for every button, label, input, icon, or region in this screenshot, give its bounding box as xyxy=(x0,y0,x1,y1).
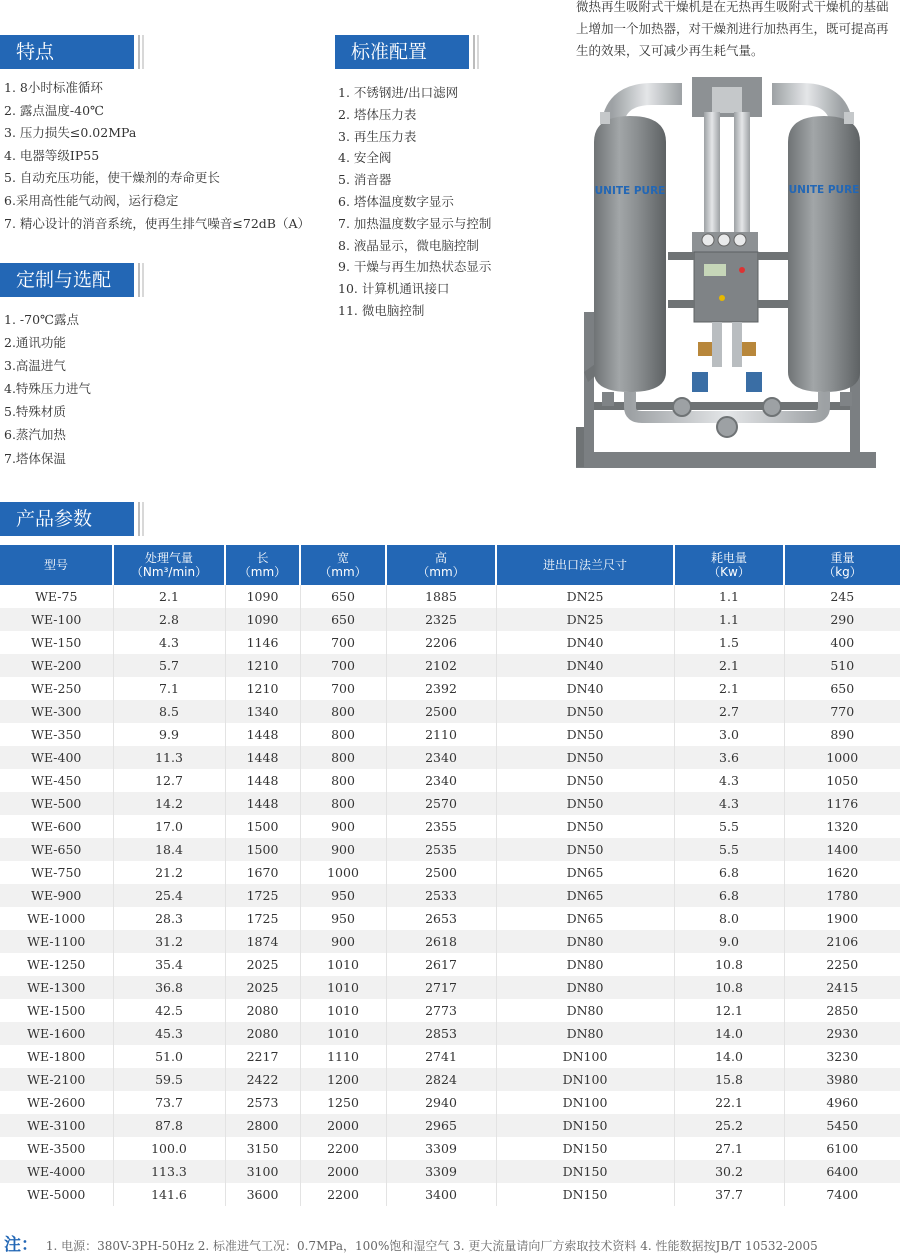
table-cell: WE-1250 xyxy=(0,953,113,976)
table-cell: WE-400 xyxy=(0,746,113,769)
features-item: 4. 电器等级IP55 xyxy=(4,147,100,163)
table-cell: DN40 xyxy=(496,654,674,677)
table-cell: WE-1500 xyxy=(0,999,113,1022)
table-cell: DN50 xyxy=(496,769,674,792)
footnote-text: 1. 电源：380V-3PH-50Hz 2. 标准进气工况：0.7MPa，100%饱和湿空气 3. 更大流量请向厂方索取技术资料 4. 性能数据按JB/T 10532-2005 xyxy=(45,1239,818,1253)
table-cell: WE-1100 xyxy=(0,930,113,953)
table-cell: DN80 xyxy=(496,930,674,953)
table-cell: 1000 xyxy=(300,861,386,884)
table-cell: 36.8 xyxy=(113,976,225,999)
custom-options-item: 3.高温进气 xyxy=(4,358,66,374)
table-cell: DN25 xyxy=(496,585,674,608)
table-cell: 1146 xyxy=(225,631,300,654)
table-cell: 800 xyxy=(300,746,386,769)
table-row xyxy=(0,1183,900,1206)
table-cell: 2340 xyxy=(386,746,496,769)
table-cell: 4.3 xyxy=(674,769,784,792)
table-cell: WE-350 xyxy=(0,723,113,746)
table-cell: 1448 xyxy=(225,792,300,815)
table-row xyxy=(0,631,900,654)
table-cell: DN40 xyxy=(496,631,674,654)
table-cell: 1210 xyxy=(225,654,300,677)
table-cell: 1780 xyxy=(784,884,900,907)
table-cell: WE-1000 xyxy=(0,907,113,930)
table-cell: WE-200 xyxy=(0,654,113,677)
table-cell: DN100 xyxy=(496,1091,674,1114)
standard-config-item: 7. 加热温度数字显示与控制 xyxy=(338,215,492,231)
table-cell: WE-600 xyxy=(0,815,113,838)
table-cell: 2110 xyxy=(386,723,496,746)
features-item: 2. 露点温度-40℃ xyxy=(4,102,105,118)
table-cell: 6.8 xyxy=(674,884,784,907)
col-header-power: 耗电量 （Kw） xyxy=(674,545,784,585)
table-cell: 2653 xyxy=(386,907,496,930)
table-cell: 1320 xyxy=(784,815,900,838)
table-cell: 1670 xyxy=(225,861,300,884)
table-cell: DN65 xyxy=(496,861,674,884)
table-cell: 5.5 xyxy=(674,815,784,838)
table-cell: 2325 xyxy=(386,608,496,631)
table-cell: 45.3 xyxy=(113,1022,225,1045)
footnote-label: 注： xyxy=(4,1235,38,1255)
table-cell: 6100 xyxy=(784,1137,900,1160)
table-cell: WE-1300 xyxy=(0,976,113,999)
table-cell: 37.7 xyxy=(674,1183,784,1206)
table-cell: DN150 xyxy=(496,1137,674,1160)
table-cell: 700 xyxy=(300,631,386,654)
table-cell: 3150 xyxy=(225,1137,300,1160)
table-cell: 1010 xyxy=(300,999,386,1022)
table-cell: DN80 xyxy=(496,976,674,999)
table-cell: 1200 xyxy=(300,1068,386,1091)
table-cell: 2340 xyxy=(386,769,496,792)
table-cell: 22.1 xyxy=(674,1091,784,1114)
table-row xyxy=(0,1068,900,1091)
table-cell: 113.3 xyxy=(113,1160,225,1183)
table-row xyxy=(0,769,900,792)
table-cell: 1448 xyxy=(225,723,300,746)
table-cell: WE-150 xyxy=(0,631,113,654)
col-header-width: 宽 （mm） xyxy=(300,545,386,585)
table-row xyxy=(0,585,900,608)
custom-options-item: 7.塔体保温 xyxy=(4,450,66,466)
custom-options-list xyxy=(4,308,91,470)
table-cell: 2217 xyxy=(225,1045,300,1068)
table-cell: 7.1 xyxy=(113,677,225,700)
col-header-flange: 进出口法兰尺寸 xyxy=(496,545,674,585)
table-cell: DN150 xyxy=(496,1160,674,1183)
table-cell: DN100 xyxy=(496,1068,674,1091)
table-cell: 2500 xyxy=(386,700,496,723)
table-cell: WE-900 xyxy=(0,884,113,907)
table-row xyxy=(0,723,900,746)
table-cell: 73.7 xyxy=(113,1091,225,1114)
table-cell: WE-2100 xyxy=(0,1068,113,1091)
table-cell: WE-100 xyxy=(0,608,113,631)
table-cell: 2965 xyxy=(386,1114,496,1137)
table-cell: 2355 xyxy=(386,815,496,838)
table-cell: 1110 xyxy=(300,1045,386,1068)
table-cell: DN80 xyxy=(496,953,674,976)
table-cell: 28.3 xyxy=(113,907,225,930)
table-cell: 1176 xyxy=(784,792,900,815)
table-cell: DN50 xyxy=(496,746,674,769)
table-cell: 770 xyxy=(784,700,900,723)
table-cell: 3980 xyxy=(784,1068,900,1091)
table-cell: 2.1 xyxy=(113,585,225,608)
table-cell: 87.8 xyxy=(113,1114,225,1137)
table-cell: 1050 xyxy=(784,769,900,792)
standard-config-item: 5. 消音器 xyxy=(338,172,392,188)
table-cell: 290 xyxy=(784,608,900,631)
table-cell: DN65 xyxy=(496,907,674,930)
custom-options-item: 5.特殊材质 xyxy=(4,404,66,420)
table-cell: WE-1800 xyxy=(0,1045,113,1068)
table-cell: 1874 xyxy=(225,930,300,953)
table-cell: 800 xyxy=(300,700,386,723)
table-cell: 650 xyxy=(300,608,386,631)
table-cell: 27.1 xyxy=(674,1137,784,1160)
table-cell: 3309 xyxy=(386,1160,496,1183)
table-cell: 2533 xyxy=(386,884,496,907)
table-cell: 3230 xyxy=(784,1045,900,1068)
table-cell: 4960 xyxy=(784,1091,900,1114)
features-item: 6.采用高性能气动阀，运行稳定 xyxy=(4,192,179,208)
table-cell: 2025 xyxy=(225,953,300,976)
table-cell: 1340 xyxy=(225,700,300,723)
standard-config-item: 9. 干燥与再生加热状态显示 xyxy=(338,259,492,275)
table-cell: 2000 xyxy=(300,1114,386,1137)
table-cell: 2.7 xyxy=(674,700,784,723)
table-cell: 3400 xyxy=(386,1183,496,1206)
table-cell: 10.8 xyxy=(674,953,784,976)
table-cell: DN150 xyxy=(496,1183,674,1206)
table-row xyxy=(0,792,900,815)
params-header-row xyxy=(0,545,900,585)
brand-label-right: UNITE PURE xyxy=(788,184,860,196)
table-cell: 8.0 xyxy=(674,907,784,930)
col-header-height: 高 （mm） xyxy=(386,545,496,585)
standard-config-list xyxy=(338,82,491,322)
table-row xyxy=(0,1045,900,1068)
standard-config-title: 标准配置 xyxy=(351,41,428,63)
table-row xyxy=(0,930,900,953)
table-cell: 700 xyxy=(300,677,386,700)
table-cell: 510 xyxy=(784,654,900,677)
table-cell: 2080 xyxy=(225,1022,300,1045)
standard-config-item: 3. 再生压力表 xyxy=(338,128,417,144)
table-cell: 14.2 xyxy=(113,792,225,815)
table-cell: 900 xyxy=(300,930,386,953)
col-header-weight: 重量 （kg） xyxy=(784,545,900,585)
table-cell: 2617 xyxy=(386,953,496,976)
table-cell: 15.8 xyxy=(674,1068,784,1091)
table-cell: 1.1 xyxy=(674,585,784,608)
table-cell: 950 xyxy=(300,907,386,930)
table-cell: 21.2 xyxy=(113,861,225,884)
brand-label-left: UNITE PURE xyxy=(594,185,666,197)
custom-options-item: 4.特殊压力进气 xyxy=(4,381,91,397)
table-cell: 3.6 xyxy=(674,746,784,769)
table-cell: WE-500 xyxy=(0,792,113,815)
table-row xyxy=(0,1137,900,1160)
table-cell: 900 xyxy=(300,838,386,861)
table-cell: 42.5 xyxy=(113,999,225,1022)
table-cell: 1620 xyxy=(784,861,900,884)
table-cell: 2717 xyxy=(386,976,496,999)
table-cell: WE-1600 xyxy=(0,1022,113,1045)
table-cell: 2741 xyxy=(386,1045,496,1068)
table-cell: 2573 xyxy=(225,1091,300,1114)
table-cell: WE-750 xyxy=(0,861,113,884)
table-cell: 1885 xyxy=(386,585,496,608)
table-row xyxy=(0,953,900,976)
standard-config-header xyxy=(335,35,469,69)
table-cell: WE-2600 xyxy=(0,1091,113,1114)
table-cell: 2500 xyxy=(386,861,496,884)
table-cell: 14.0 xyxy=(674,1022,784,1045)
table-cell: WE-3100 xyxy=(0,1114,113,1137)
table-cell: WE-75 xyxy=(0,585,113,608)
table-cell: WE-300 xyxy=(0,700,113,723)
table-row xyxy=(0,654,900,677)
table-cell: 12.1 xyxy=(674,999,784,1022)
custom-options-header xyxy=(0,263,134,297)
table-cell: 1000 xyxy=(784,746,900,769)
table-cell: 800 xyxy=(300,769,386,792)
table-cell: 2940 xyxy=(386,1091,496,1114)
table-cell: 100.0 xyxy=(113,1137,225,1160)
intro-paragraph: 微热再生吸附式干燥机是在无热再生吸附式干燥机的基础上增加一个加热器，对干燥剂进行加热再生，既可提高再生的效果，又可减少再生耗气量。 xyxy=(576,0,889,58)
table-row xyxy=(0,884,900,907)
table-cell: 2800 xyxy=(225,1114,300,1137)
table-row xyxy=(0,976,900,999)
table-cell: 2570 xyxy=(386,792,496,815)
params-header xyxy=(0,502,134,536)
col-header-model: 型号 xyxy=(0,545,113,585)
table-cell: 2618 xyxy=(386,930,496,953)
table-cell: 8.5 xyxy=(113,700,225,723)
table-cell: 2.1 xyxy=(674,654,784,677)
table-cell: DN50 xyxy=(496,838,674,861)
table-cell: 9.9 xyxy=(113,723,225,746)
table-cell: 1010 xyxy=(300,953,386,976)
params-table xyxy=(0,545,900,1206)
table-row xyxy=(0,1160,900,1183)
table-cell: DN50 xyxy=(496,815,674,838)
table-cell: 25.2 xyxy=(674,1114,784,1137)
standard-config-item: 6. 塔体温度数字显示 xyxy=(338,193,454,209)
table-cell: 1448 xyxy=(225,769,300,792)
table-cell: 17.0 xyxy=(113,815,225,838)
table-cell: 1010 xyxy=(300,1022,386,1045)
standard-config-item: 10. 计算机通讯接口 xyxy=(338,281,450,297)
table-cell: DN80 xyxy=(496,1022,674,1045)
table-cell: 2080 xyxy=(225,999,300,1022)
table-row xyxy=(0,677,900,700)
table-cell: DN50 xyxy=(496,723,674,746)
table-cell: 4.3 xyxy=(113,631,225,654)
table-cell: 800 xyxy=(300,723,386,746)
table-cell: 1725 xyxy=(225,907,300,930)
table-cell: WE-3500 xyxy=(0,1137,113,1160)
table-cell: 2206 xyxy=(386,631,496,654)
custom-options-title: 定制与选配 xyxy=(16,269,112,291)
footnote xyxy=(4,1230,900,1255)
table-cell: 2.8 xyxy=(113,608,225,631)
table-cell: 2200 xyxy=(300,1183,386,1206)
features-item: 7. 精心设计的消音系统，使再生排气噪音≤72dB（A） xyxy=(4,215,310,231)
table-cell: 3309 xyxy=(386,1137,496,1160)
table-cell: 10.8 xyxy=(674,976,784,999)
table-cell: 2824 xyxy=(386,1068,496,1091)
custom-options-item: 6.蒸汽加热 xyxy=(4,427,66,443)
col-header-capacity: 处理气量 （Nm³/min） xyxy=(113,545,225,585)
features-item: 1. 8小时标准循环 xyxy=(4,80,103,95)
table-cell: 2000 xyxy=(300,1160,386,1183)
table-cell: 51.0 xyxy=(113,1045,225,1068)
table-cell: 4.3 xyxy=(674,792,784,815)
table-cell: 650 xyxy=(300,585,386,608)
table-cell: 6400 xyxy=(784,1160,900,1183)
table-cell: 2422 xyxy=(225,1068,300,1091)
table-cell: 3100 xyxy=(225,1160,300,1183)
table-cell: DN100 xyxy=(496,1045,674,1068)
table-cell: 2106 xyxy=(784,930,900,953)
table-cell: 1090 xyxy=(225,608,300,631)
table-cell: 1500 xyxy=(225,838,300,861)
table-cell: 2392 xyxy=(386,677,496,700)
table-row xyxy=(0,1114,900,1137)
table-cell: 31.2 xyxy=(113,930,225,953)
table-cell: 2415 xyxy=(784,976,900,999)
table-cell: WE-4000 xyxy=(0,1160,113,1183)
table-row xyxy=(0,838,900,861)
col-header-length: 长 （mm） xyxy=(225,545,300,585)
table-cell: 2025 xyxy=(225,976,300,999)
table-cell: 1250 xyxy=(300,1091,386,1114)
table-cell: 400 xyxy=(784,631,900,654)
table-cell: 9.0 xyxy=(674,930,784,953)
custom-options-item: 2.通讯功能 xyxy=(4,335,66,351)
table-cell: 5450 xyxy=(784,1114,900,1137)
table-cell: 25.4 xyxy=(113,884,225,907)
table-cell: 2773 xyxy=(386,999,496,1022)
table-cell: 35.4 xyxy=(113,953,225,976)
table-cell: DN150 xyxy=(496,1114,674,1137)
custom-options-item: 1. -70℃露点 xyxy=(4,312,80,327)
table-cell: 1400 xyxy=(784,838,900,861)
table-cell: 800 xyxy=(300,792,386,815)
table-cell: 5.5 xyxy=(674,838,784,861)
table-cell: 890 xyxy=(784,723,900,746)
table-cell: 1500 xyxy=(225,815,300,838)
table-cell: 1.5 xyxy=(674,631,784,654)
table-cell: WE-250 xyxy=(0,677,113,700)
table-cell: 2200 xyxy=(300,1137,386,1160)
table-row xyxy=(0,999,900,1022)
table-cell: WE-5000 xyxy=(0,1183,113,1206)
table-row xyxy=(0,746,900,769)
table-cell: 2535 xyxy=(386,838,496,861)
features-header xyxy=(0,35,134,69)
table-cell: 2.1 xyxy=(674,677,784,700)
table-row xyxy=(0,700,900,723)
table-cell: 245 xyxy=(784,585,900,608)
table-row xyxy=(0,1022,900,1045)
table-cell: DN50 xyxy=(496,792,674,815)
table-cell: 14.0 xyxy=(674,1045,784,1068)
params-table-body xyxy=(0,585,900,1206)
table-cell: 30.2 xyxy=(674,1160,784,1183)
table-cell: 59.5 xyxy=(113,1068,225,1091)
table-cell: 3600 xyxy=(225,1183,300,1206)
standard-config-item: 1. 不锈钢进/出口滤网 xyxy=(338,85,459,100)
table-cell: 2250 xyxy=(784,953,900,976)
table-cell: 5.7 xyxy=(113,654,225,677)
table-cell: 1725 xyxy=(225,884,300,907)
table-cell: DN50 xyxy=(496,700,674,723)
table-cell: 700 xyxy=(300,654,386,677)
dryer-product-image xyxy=(572,72,882,474)
table-cell: 141.6 xyxy=(113,1183,225,1206)
table-cell: 1090 xyxy=(225,585,300,608)
table-cell: 12.7 xyxy=(113,769,225,792)
table-row xyxy=(0,815,900,838)
features-item: 5. 自动充压功能，使干燥剂的寿命更长 xyxy=(4,170,220,186)
table-cell: 1900 xyxy=(784,907,900,930)
features-title: 特点 xyxy=(16,41,55,63)
standard-config-item: 2. 塔体压力表 xyxy=(338,106,417,122)
table-cell: DN65 xyxy=(496,884,674,907)
table-cell: DN25 xyxy=(496,608,674,631)
params-title: 产品参数 xyxy=(16,508,93,530)
table-cell: 1210 xyxy=(225,677,300,700)
table-cell: 1448 xyxy=(225,746,300,769)
standard-config-item: 8. 液晶显示，微电脑控制 xyxy=(338,237,479,253)
table-cell: WE-650 xyxy=(0,838,113,861)
table-cell: 2850 xyxy=(784,999,900,1022)
table-cell: DN80 xyxy=(496,999,674,1022)
table-cell: 1010 xyxy=(300,976,386,999)
table-cell: 2930 xyxy=(784,1022,900,1045)
table-cell: 7400 xyxy=(784,1183,900,1206)
table-cell: WE-450 xyxy=(0,769,113,792)
table-cell: 11.3 xyxy=(113,746,225,769)
standard-config-item: 4. 安全阀 xyxy=(338,150,392,166)
features-item: 3. 压力损失≤0.02MPa xyxy=(4,125,137,141)
standard-config-item: 11. 微电脑控制 xyxy=(338,302,425,318)
table-cell: 18.4 xyxy=(113,838,225,861)
table-cell: 2853 xyxy=(386,1022,496,1045)
table-cell: 2102 xyxy=(386,654,496,677)
table-cell: 1.1 xyxy=(674,608,784,631)
table-row xyxy=(0,861,900,884)
table-cell: 950 xyxy=(300,884,386,907)
table-row xyxy=(0,1091,900,1114)
table-row xyxy=(0,907,900,930)
table-cell: DN40 xyxy=(496,677,674,700)
features-list xyxy=(4,77,310,235)
table-cell: 3.0 xyxy=(674,723,784,746)
table-cell: 650 xyxy=(784,677,900,700)
table-cell: 900 xyxy=(300,815,386,838)
table-row xyxy=(0,608,900,631)
table-cell: 6.8 xyxy=(674,861,784,884)
